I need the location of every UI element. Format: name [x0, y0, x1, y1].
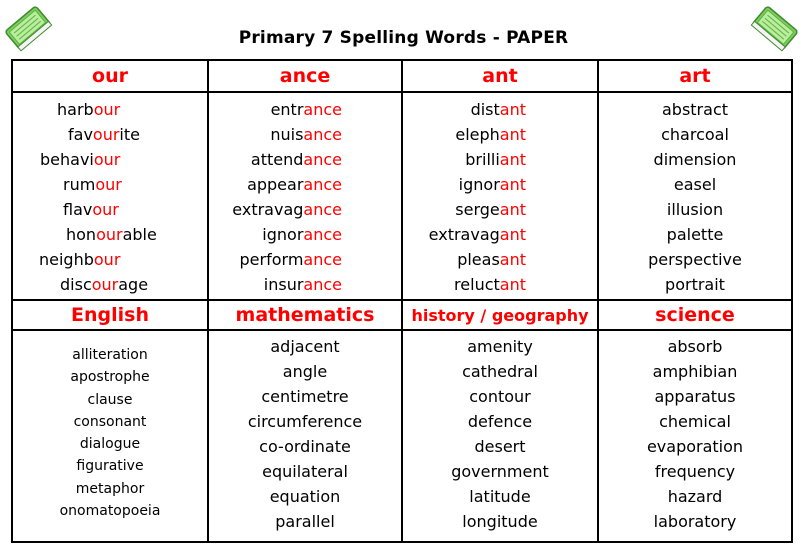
word-highlight: our	[91, 275, 119, 294]
word-part: behavi	[40, 150, 94, 169]
word-item: amenity	[467, 337, 533, 356]
header-our: our	[13, 61, 209, 93]
word-item: equilateral	[262, 462, 348, 481]
word-highlight: our	[92, 200, 119, 219]
word-item: chemical	[659, 412, 731, 431]
word-item	[403, 147, 597, 172]
word-part: pleas	[457, 250, 500, 269]
word-item: defence	[467, 412, 533, 431]
word-item: abstract	[661, 100, 729, 119]
word-highlight: ant	[499, 175, 526, 194]
header-mathematics: mathematics	[209, 299, 403, 331]
word-highlight: ance	[303, 100, 342, 119]
word-item	[209, 147, 401, 172]
word-item	[13, 97, 207, 122]
word-part: insur	[263, 275, 304, 294]
word-item: illusion	[666, 200, 724, 219]
word-highlight: ance	[303, 150, 342, 169]
word-part: extravag	[428, 225, 500, 244]
word-item: laboratory	[653, 512, 737, 531]
word-item	[403, 172, 597, 197]
word-item	[403, 272, 597, 297]
word-highlight: ant	[499, 200, 526, 219]
word-item: consonant	[73, 413, 147, 430]
word-item: portrait	[665, 275, 725, 294]
word-item: absorb	[667, 337, 723, 356]
header-history-geography: history / geography	[403, 299, 599, 331]
word-list-art	[599, 93, 791, 299]
word-highlight: our	[95, 175, 122, 194]
word-item	[13, 222, 207, 247]
word-highlight: our	[93, 250, 121, 269]
word-part: harb	[57, 100, 94, 119]
word-highlight: ance	[303, 250, 342, 269]
word-item	[13, 147, 207, 172]
word-highlight: ant	[499, 250, 526, 269]
word-highlight: our	[92, 125, 120, 144]
word-part: age	[118, 275, 149, 294]
word-part: eleph	[455, 125, 500, 144]
word-item	[13, 122, 207, 147]
word-item	[403, 197, 597, 222]
word-item: equation	[269, 487, 341, 506]
word-item	[13, 272, 207, 297]
word-part: disc	[60, 275, 92, 294]
word-item	[209, 97, 401, 122]
word-part: serge	[455, 200, 500, 219]
header-ance: ance	[209, 61, 403, 93]
word-part: entr	[270, 100, 304, 119]
word-list-english	[13, 331, 209, 541]
word-item: charcoal	[661, 125, 729, 144]
word-highlight: ance	[303, 225, 342, 244]
word-part: perform	[239, 250, 304, 269]
word-part: hon	[66, 225, 97, 244]
word-highlight: our	[93, 100, 121, 119]
word-highlight: ant	[499, 225, 526, 244]
word-item: contour	[469, 387, 531, 406]
word-highlight: ant	[499, 100, 526, 119]
word-item: apostrophe	[70, 369, 150, 386]
word-item: easel	[673, 175, 717, 194]
word-item	[403, 97, 597, 122]
word-item: circumference	[247, 412, 363, 431]
word-part: dist	[470, 100, 500, 119]
word-item: onomatopoeia	[59, 503, 161, 520]
word-item	[209, 272, 401, 297]
word-item	[403, 222, 597, 247]
word-item: cathedral	[462, 362, 538, 381]
word-item	[403, 247, 597, 272]
word-item: longitude	[462, 512, 538, 531]
word-item: government	[451, 462, 549, 481]
word-item	[209, 172, 401, 197]
spelling-table	[11, 59, 793, 543]
word-part: ignor	[262, 225, 304, 244]
word-item: apparatus	[654, 387, 736, 406]
word-highlight: ant	[499, 275, 526, 294]
header-ant: ant	[403, 61, 599, 93]
word-part: flav	[63, 200, 93, 219]
word-item	[209, 122, 401, 147]
word-highlight: our	[93, 150, 121, 169]
word-item	[13, 197, 207, 222]
word-list-ant	[403, 93, 599, 299]
word-item: perspective	[648, 250, 742, 269]
word-list-science	[599, 331, 791, 541]
header-science: science	[599, 299, 791, 331]
word-item	[13, 247, 207, 272]
word-highlight: ant	[499, 150, 526, 169]
word-item: amphibian	[652, 362, 738, 381]
page-title: Primary 7 Spelling Words - PAPER	[238, 28, 569, 48]
word-list-mathematics	[209, 331, 403, 541]
word-item	[209, 197, 401, 222]
word-item: centimetre	[261, 387, 349, 406]
word-item: figurative	[76, 458, 144, 475]
word-item	[13, 172, 207, 197]
word-part: rum	[63, 175, 96, 194]
word-item: metaphor	[75, 480, 145, 497]
word-part: neighb	[39, 250, 94, 269]
word-part: reluct	[454, 275, 500, 294]
word-highlight: ance	[303, 275, 342, 294]
word-item: palette	[666, 225, 724, 244]
word-item	[403, 122, 597, 147]
word-item	[209, 222, 401, 247]
word-list-our	[13, 93, 209, 299]
word-part: appear	[247, 175, 304, 194]
word-item: latitude	[469, 487, 531, 506]
word-item: co-ordinate	[259, 437, 351, 456]
word-part: ignor	[458, 175, 500, 194]
word-item: clause	[87, 391, 133, 408]
word-part: extravag	[232, 200, 304, 219]
word-item: frequency	[654, 462, 736, 481]
word-item: alliteration	[72, 347, 148, 363]
word-item: adjacent	[270, 337, 340, 356]
word-highlight: ance	[303, 200, 342, 219]
header-english: English	[13, 299, 209, 331]
word-item: dialogue	[79, 436, 141, 453]
word-part: ite	[119, 125, 140, 144]
word-part: fav	[68, 125, 93, 144]
word-item: angle	[282, 362, 328, 381]
word-item	[209, 247, 401, 272]
header-art: art	[599, 61, 791, 93]
word-list-ance	[209, 93, 403, 299]
word-item: desert	[474, 437, 526, 456]
word-highlight: ance	[303, 175, 342, 194]
word-list-history-geography	[403, 331, 599, 541]
word-item: parallel	[275, 512, 335, 531]
word-item: dimension	[653, 150, 737, 169]
word-highlight: ance	[303, 125, 342, 144]
word-part: able	[122, 225, 157, 244]
word-highlight: our	[96, 225, 123, 244]
word-part: brilli	[465, 150, 500, 169]
word-part: attend	[250, 150, 304, 169]
word-item: hazard	[667, 487, 723, 506]
word-part: nuis	[270, 125, 304, 144]
word-highlight: ant	[499, 125, 526, 144]
word-item: evaporation	[646, 437, 744, 456]
